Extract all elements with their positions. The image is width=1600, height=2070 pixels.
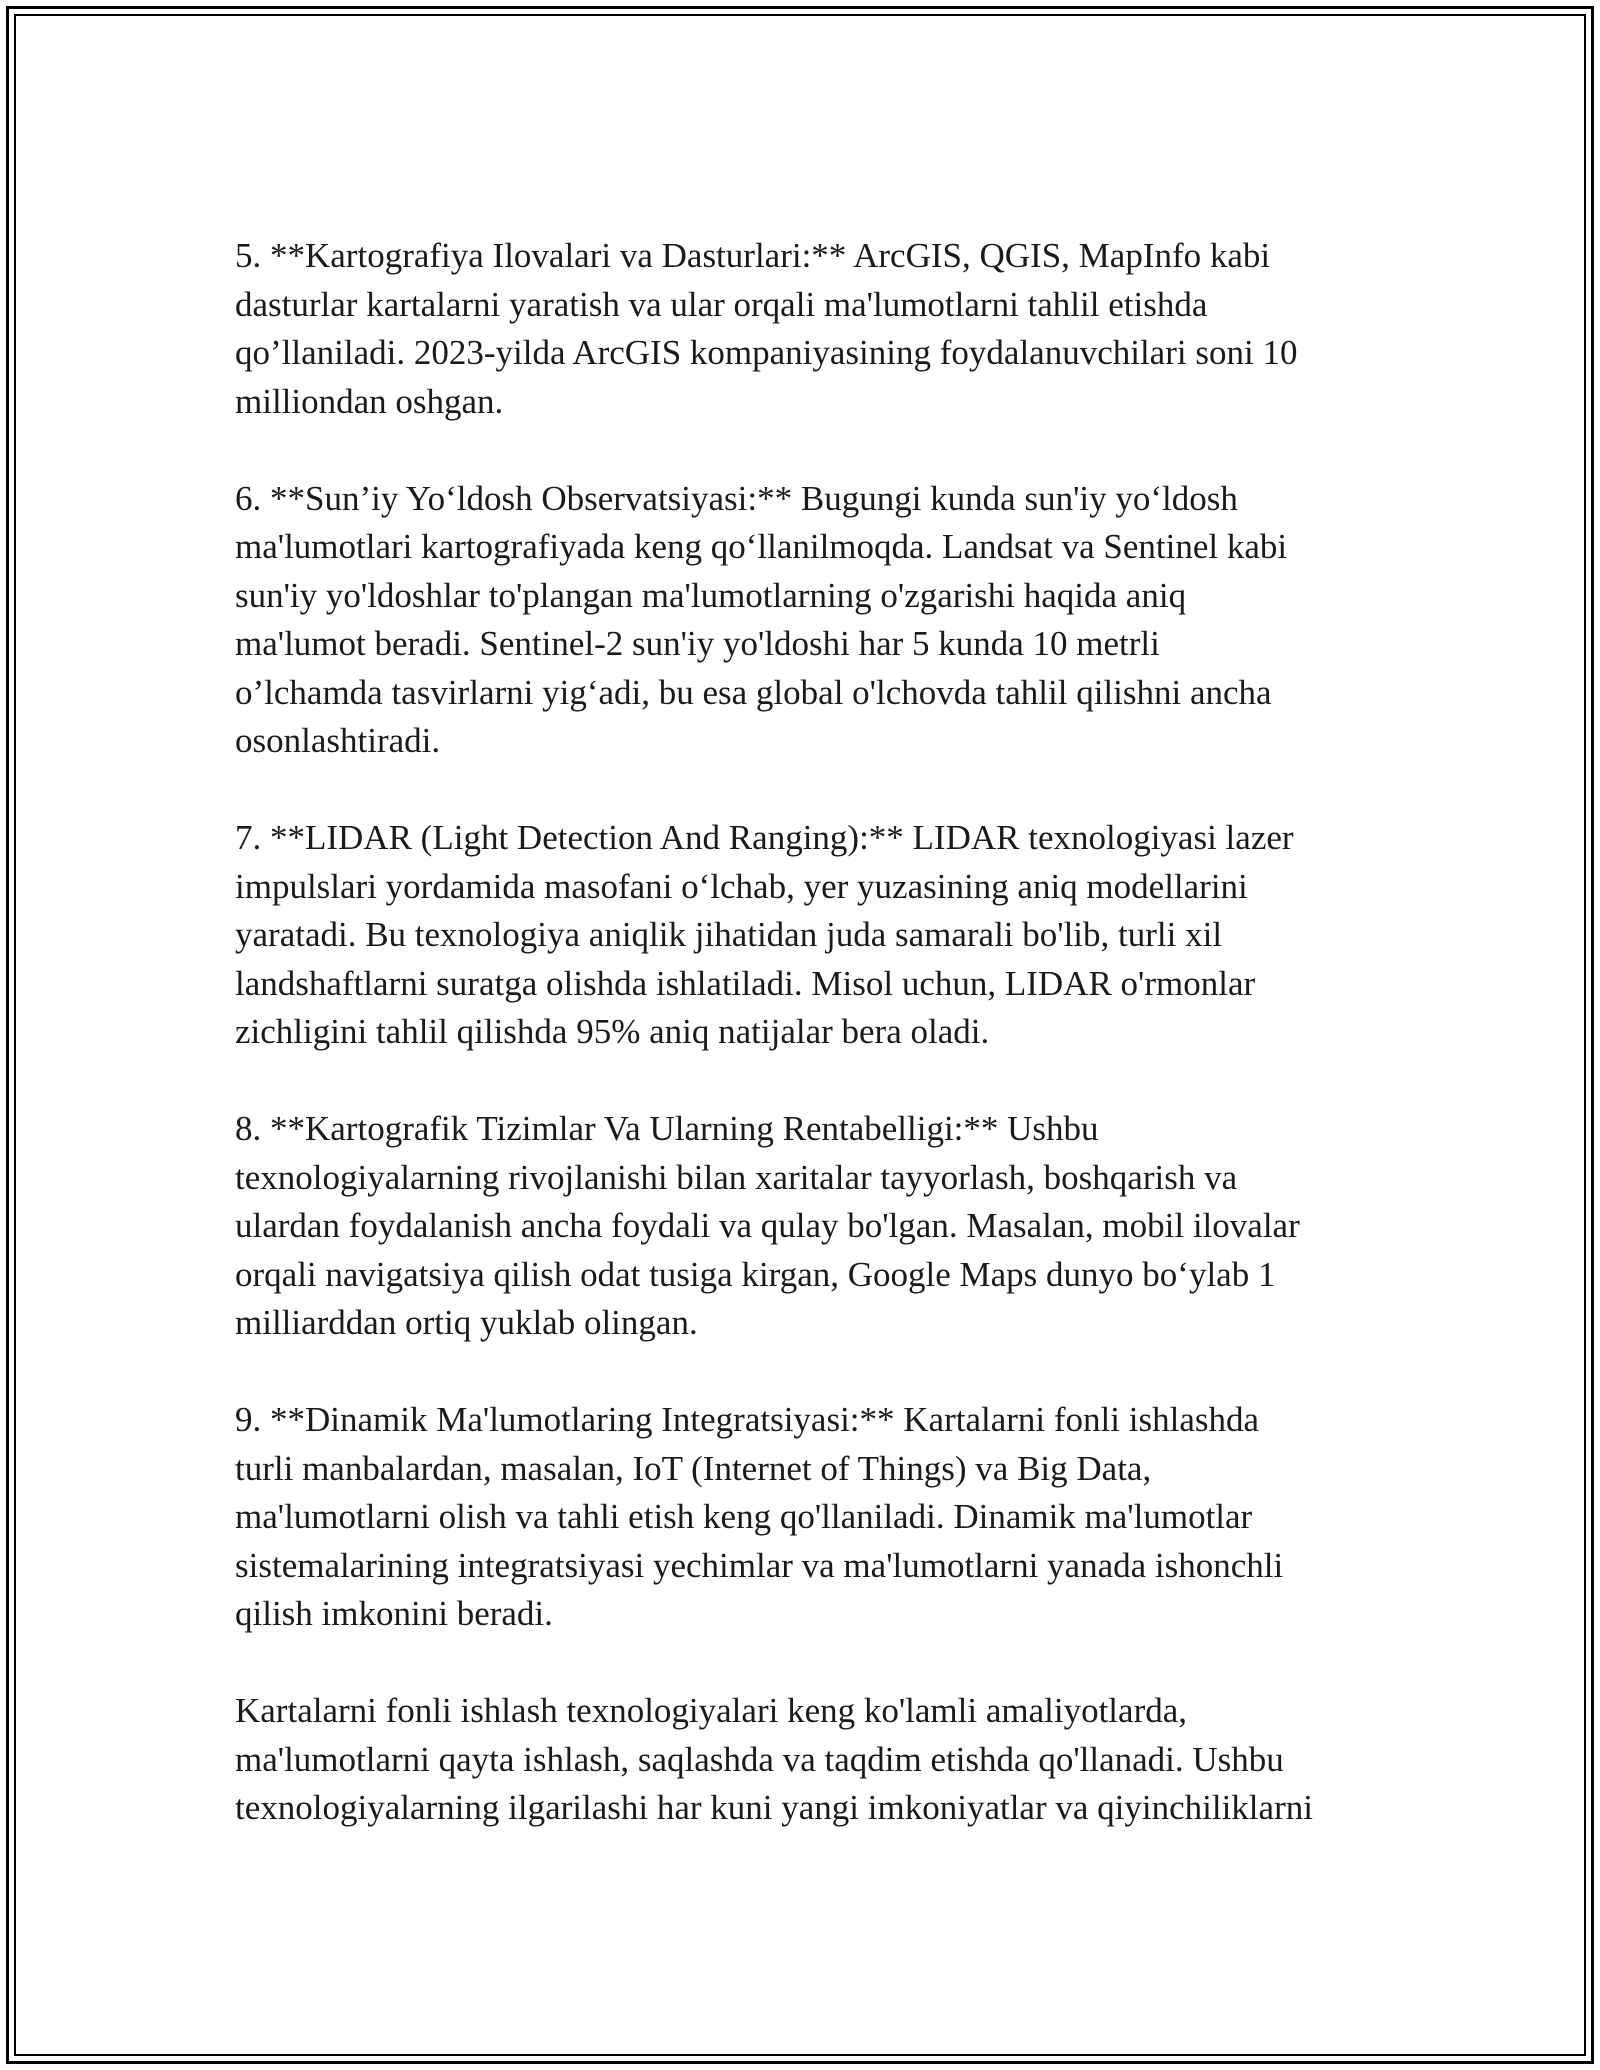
text-line: yaratadi. Bu texnologiya aniqlik jihatidan juda samarali bo'lib, turli xil — [235, 915, 1223, 954]
paragraph-item-5 — [235, 232, 1385, 426]
text-line: ma'lumotlarni olish va tahli etish keng qo'llaniladi. Dinamik ma'lumotlar — [235, 1497, 1253, 1536]
text-line: orqali navigatsiya qilish odat tusiga kirgan, Google Maps dunyo bo‘ylab 1 — [235, 1254, 1276, 1294]
paragraph-item-9 — [235, 1396, 1385, 1639]
text-line: zichligini tahlil qilishda 95% aniq natijalar bera oladi. — [235, 1012, 990, 1051]
paragraph-item-7 — [235, 814, 1385, 1057]
text-line: 5. **Kartografiya Ilovalari va Dasturlari:** ArcGIS, QGIS, MapInfo kabi — [235, 236, 1271, 275]
text-line: o’lchamda tasvirlarni yig‘adi, bu esa global o'lchovda tahlil qilishni ancha — [235, 672, 1272, 712]
text-line: osonlashtiradi. — [235, 721, 441, 760]
text-line: milliarddan ortiq yuklab olingan. — [235, 1303, 698, 1342]
text-line: impulslari yordamida masofani o‘lchab, yer yuzasining aniq modellarini — [235, 866, 1248, 906]
text-line: milliondan oshgan. — [235, 381, 504, 421]
text-line: texnologiyalarning ilgarilashi har kuni yangi imkoniyatlar va qiyinchiliklarni — [235, 1788, 1313, 1827]
text-line: qo’llaniladi. 2023-yilda ArcGIS kompaniyasining foydalanuvchilari soni 10 — [235, 333, 1298, 372]
document-body — [235, 232, 1385, 1881]
text-line: ma'lumotlarni qayta ishlash, saqlashda va taqdim etishda qo'llanadi. Ushbu — [235, 1739, 1284, 1779]
text-line: 6. **Sun’iy Yo‘ldosh Observatsiyasi:** Bugungi kunda sun'iy yo‘ldosh — [235, 478, 1238, 518]
text-line: qilish imkonini beradi. — [235, 1594, 553, 1633]
paragraph-item-8 — [235, 1105, 1385, 1348]
text-line: 8. **Kartografik Tizimlar Va Ularning Rentabelligi:** Ushbu — [235, 1109, 1099, 1148]
text-line: ulardan foydalanish ancha foydali va qulay bo'lgan. Masalan, mobil ilovalar — [235, 1206, 1300, 1245]
text-line: sun'iy yo'ldoshlar to'plangan ma'lumotlarning o'zgarishi haqida aniq — [235, 575, 1187, 615]
text-line: turli manbalardan, masalan, IoT (Internet of Things) va Big Data, — [235, 1448, 1152, 1488]
paragraph-item-6 — [235, 475, 1385, 766]
paragraph-conclusion — [235, 1687, 1385, 1833]
text-line: landshaftlarni suratga olishda ishlatiladi. Misol uchun, LIDAR o'rmonlar — [235, 963, 1256, 1003]
text-line: 7. **LIDAR (Light Detection And Ranging):** LIDAR texnologiyasi lazer — [235, 818, 1294, 857]
text-line: 9. **Dinamik Ma'lumotlaring Integratsiyasi:** Kartalarni fonli ishlashda — [235, 1400, 1260, 1439]
text-line: Kartalarni fonli ishlash texnologiyalari keng ko'lamli amaliyotlarda, — [235, 1691, 1188, 1730]
text-line: ma'lumotlari kartografiyada keng qo‘llanilmoqda. Landsat va Sentinel kabi — [235, 527, 1288, 566]
text-line: texnologiyalarning rivojlanishi bilan xaritalar tayyorlash, boshqarish va — [235, 1157, 1238, 1197]
text-line: ma'lumot beradi. Sentinel-2 sun'iy yo'ldoshi har 5 kunda 10 metrli — [235, 624, 1160, 663]
text-line: dasturlar kartalarni yaratish va ular orqali ma'lumotlarni tahlil etishda — [235, 284, 1208, 324]
text-line: sistemalarining integratsiyasi yechimlar va ma'lumotlarni yanada ishonchli — [235, 1545, 1284, 1585]
